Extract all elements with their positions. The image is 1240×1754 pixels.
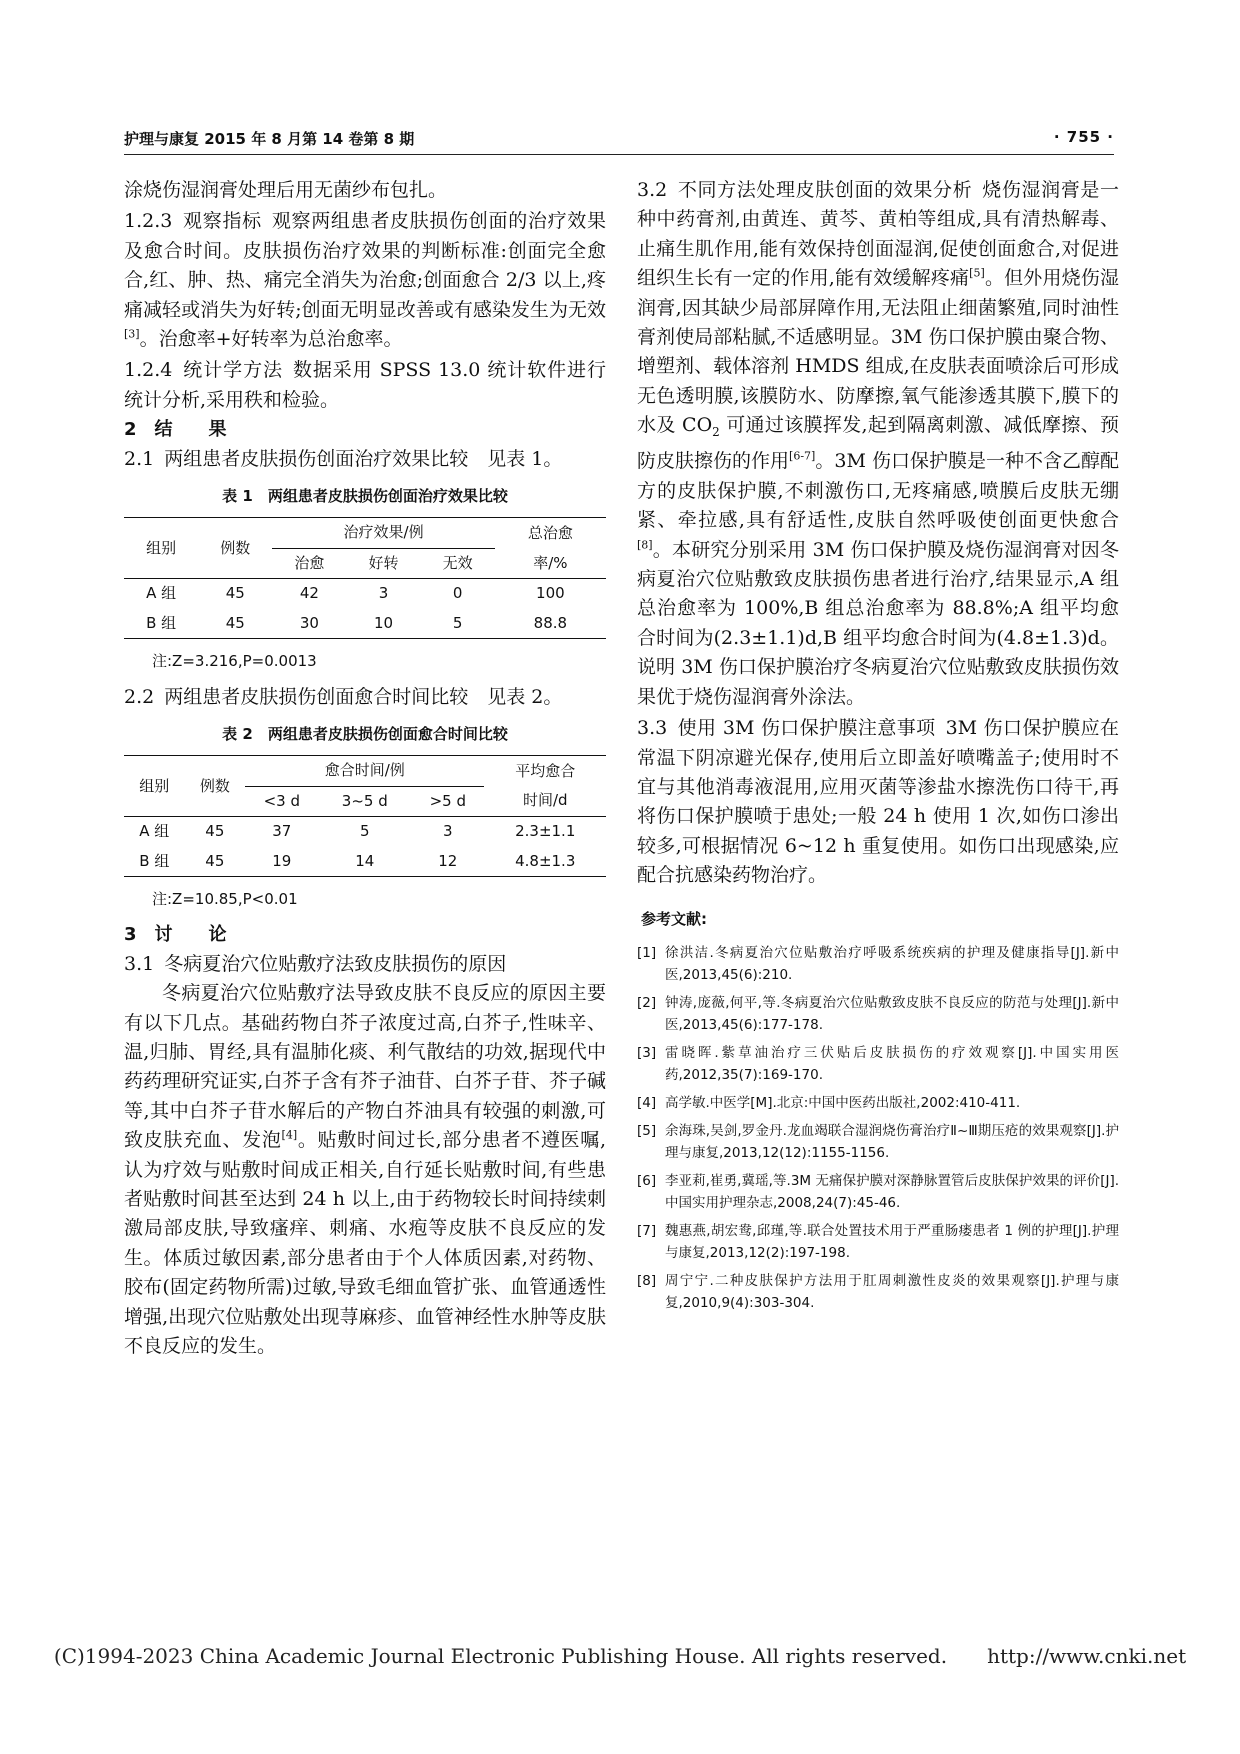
- reference-text: 雷晓晖.紫草油治疗三伏贴后皮肤损伤的疗效观察[J].中国实用医药,2012,35(7):169-170.: [665, 1044, 1119, 1083]
- section-text: 观察两组患者皮肤损伤创面的治疗效果及愈合时间。皮肤损伤治疗效果的判断标准:创面完全愈合,红、肿、热、痛完全消失为治愈;创面愈合 2/3 以上,疼痛减轻或消失为好转;创面无明显改善或有感染发生为无效: [124, 210, 606, 321]
- cell-cases: 45: [225, 613, 245, 632]
- citation: [3]: [124, 327, 140, 341]
- reference-item: [637, 1092, 1119, 1114]
- reference-item: [637, 992, 1119, 1036]
- section-3-2: [637, 176, 1119, 712]
- reference-text: 周宁宁.二种皮肤保护方法用于肛周刺激性皮炎的效果观察[J].护理与康复,2010,9(4):303-304.: [665, 1272, 1119, 1311]
- section-1-2-3: [124, 207, 606, 354]
- section-title: 统计学方法: [182, 359, 283, 382]
- citation: [6-7]: [789, 450, 816, 464]
- reference-text: 李亚莉,崔勇,冀瑶,等.3M 无痛保护膜对深静脉置管后皮肤保护效果的评价[J].中国实用护理杂志,2008,24(7):45-46.: [665, 1172, 1119, 1211]
- reference-item: [637, 1270, 1119, 1314]
- subscript: 2: [712, 425, 720, 440]
- cell-cases: 45: [225, 584, 245, 603]
- cell-gt5: 3: [443, 822, 453, 841]
- cell-avg: 2.3±1.1: [515, 822, 576, 841]
- cell-invalid: 0: [452, 584, 463, 603]
- table-1: [124, 517, 606, 639]
- copyright-footer: (C)1994-2023 China Academic Journal Electronic Publishing House. All rights reserved. http://www.cnki.net: [53, 1644, 1187, 1668]
- reference-item: [637, 942, 1119, 986]
- col-header-avg-unit: 时间/d: [522, 791, 568, 810]
- col-header-avg: 平均愈合: [515, 761, 576, 780]
- table-row: [124, 579, 606, 609]
- reference-text: 徐洪洁.冬病夏治穴位贴敷治疗呼吸系统疾病的护理及健康指导[J].新中医,2013,45(6):210.: [665, 944, 1119, 983]
- citation: [4]: [281, 1128, 298, 1142]
- section-number: 1.2.3: [124, 210, 173, 233]
- col-header-invalid: 无效: [442, 553, 473, 572]
- col-header-cases: 例数: [198, 518, 272, 579]
- page-number: · 755 ·: [1053, 128, 1114, 146]
- col-header-cured: 治愈: [294, 553, 325, 572]
- section-number: 3.1: [124, 952, 155, 975]
- reference-list: [637, 942, 1119, 1314]
- section-text: 3M 伤口保护膜应在常温下阴凉避光保存,使用后立即盖好喷嘴盖子;使用时不宜与其他消毒液混用,应用灭菌等渗盐水擦洗伤口待干,再将伤口保护膜喷于患处;一般 24 h 使用 1 次,如伤口渗出较多,可根据情况 6~12 h 重复使用。如伤口出现感染,应配合抗感染药物治疗。: [637, 717, 1119, 887]
- cell-cured: 42: [299, 584, 319, 603]
- paragraph: 涂烧伤湿润膏处理后用无菌纱布包扎。: [124, 179, 448, 201]
- reference-text: 魏惠燕,胡宏鸯,邱瑾,等.联合处置技术用于严重肠瘘患者 1 例的护理[J].护理与康复,2013,12(2):197-198.: [665, 1222, 1119, 1261]
- cell-3to5: 14: [355, 851, 375, 870]
- section-title: 冬病夏治穴位贴敷疗法致皮肤损伤的原因: [164, 952, 507, 975]
- section-3-3: [637, 714, 1119, 890]
- reference-number: [8]: [637, 1272, 657, 1289]
- section-1-2-4: [124, 356, 606, 415]
- section-number: 2.1: [124, 447, 155, 470]
- section-text: 烧伤湿润膏是一种中药膏剂,由黄连、黄芩、黄柏等组成,具有清热解毒、止痛生肌作用,能有效保持创面湿润,促使创面愈合,对促进组织生长有一定的作用,能有效缓解疼痛: [637, 179, 1119, 290]
- col-header-improved: 好转: [368, 553, 399, 572]
- section-2-1: [124, 445, 606, 474]
- col-header-3to5: 3~5 d: [341, 791, 388, 810]
- cell-gt5: 12: [438, 851, 458, 870]
- cell-cured: 30: [299, 613, 319, 632]
- header-rule: [124, 154, 1114, 155]
- reference-number: [6]: [637, 1172, 657, 1189]
- citation: [8]: [637, 538, 653, 552]
- section-title: 不同方法处理皮肤创面的效果分析: [677, 179, 973, 201]
- right-column: [637, 176, 1119, 1320]
- reference-text: 余海珠,吴剑,罗金丹.龙血竭联合湿润烧伤膏治疗Ⅱ~Ⅲ期压疮的效果观察[J].护理与康复,2013,12(12):1155-1156.: [665, 1122, 1119, 1161]
- section-3-1-heading: [124, 950, 606, 979]
- section-title: 使用 3M 伤口保护膜注意事项: [677, 717, 936, 740]
- journal-info: 护理与康复 2015 年 8 月第 14 卷第 8 期: [124, 130, 415, 148]
- col-header-effect: 治疗效果/例: [272, 518, 494, 548]
- cell-lt3: 19: [272, 851, 292, 870]
- reference-number: [2]: [637, 994, 657, 1011]
- running-header: [124, 128, 1114, 158]
- section-number: 3.2: [637, 179, 668, 201]
- cell-improved: 10: [374, 613, 394, 632]
- col-header-gt5: >5 d: [429, 791, 466, 810]
- reference-item: [637, 1170, 1119, 1214]
- reference-number: [3]: [637, 1044, 657, 1061]
- cell-avg: 4.8±1.3: [515, 851, 576, 870]
- col-header-cases: 例数: [185, 756, 246, 817]
- col-header-lt3: <3 d: [263, 791, 300, 810]
- table-row: [124, 817, 606, 847]
- cell-group: A 组: [146, 584, 177, 603]
- heading-discussion: 3 讨 论: [124, 924, 227, 946]
- reference-item: [637, 1120, 1119, 1164]
- section-number: 3.3: [637, 717, 668, 740]
- table-2-caption: 表 2 两组患者皮肤损伤创面愈合时间比较: [222, 724, 508, 743]
- reference-number: [5]: [637, 1122, 657, 1139]
- heading-results: 2 结 果: [124, 419, 227, 441]
- section-number: 1.2.4: [124, 359, 173, 382]
- table-2-note: 注:Z=10.85,P<0.01: [152, 889, 298, 908]
- left-column: [124, 176, 606, 1361]
- section-text: 。但外用烧伤湿润膏,因其缺少局部屏障作用,无法阻止细菌繁殖,同时油性膏剂使局部粘腻,不适感明显。3M 伤口保护膜由聚合物、增塑剂、载体溶剂 HMDS 组成,在皮肤表面喷涂后可形成无色透明膜,该膜防水、防摩擦,氧气能渗透其膜下,膜下的水及 CO: [637, 267, 1119, 437]
- reference-text: 高学敏.中医学[M].北京:中国中医药出版社,2002:410-411.: [665, 1094, 1021, 1111]
- section-text: 冬病夏治穴位贴敷疗法导致皮肤不良反应的原因主要有以下几点。基础药物白芥子浓度过高,白芥子,性味辛、温,归肺、胃经,具有温肺化痰、利气散结的功效,据现代中药药理研究证实,白芥子含有芥子油苷、白芥子苷、芥子碱等,其中白芥子苷水解后的产物白芥油具有较强的刺激,可致皮肤充血、发泡: [124, 982, 606, 1152]
- cell-cases: 45: [205, 851, 225, 870]
- section-3-1-body: [124, 979, 606, 1361]
- cell-rate: 100: [536, 584, 565, 603]
- table-row: [124, 847, 606, 877]
- cell-group: B 组: [139, 851, 170, 870]
- col-header-rate: 率/%: [533, 553, 568, 572]
- col-header-group: 组别: [124, 756, 185, 817]
- cell-group: A 组: [139, 822, 170, 841]
- cell-3to5: 5: [360, 822, 370, 841]
- section-text: 。本研究分别采用 3M 伤口保护膜及烧伤湿润膏对因冬病夏治穴位贴敷致皮肤损伤患者进行治疗,结果显示,A 组总治愈率为 100%,B 组总治愈率为 88.8%;A 组平均愈合时间为(2.3±1.1)d,B 组平均愈合时间为(4.8±1.3)d。说明 3M 伤口保护膜治疗冬病夏治穴位贴敷致皮肤损伤效果优于烧伤湿润膏外涂法。: [637, 538, 1119, 708]
- reference-number: [4]: [637, 1094, 657, 1111]
- cell-rate: 88.8: [533, 613, 568, 632]
- cell-cases: 45: [205, 822, 225, 841]
- section-title: 观察指标: [182, 210, 262, 233]
- table-1-caption: 表 1 两组患者皮肤损伤创面治疗效果比较: [222, 487, 508, 506]
- col-header-total: 总治愈: [527, 523, 573, 542]
- table-1-note: 注:Z=3.216,P=0.0013: [152, 652, 317, 671]
- section-text: 。治愈率+好转率为总治愈率。: [139, 328, 403, 351]
- table-row: [124, 609, 606, 639]
- col-header-group: 组别: [124, 518, 198, 579]
- reference-number: [7]: [637, 1222, 657, 1239]
- cell-invalid: 5: [452, 613, 463, 632]
- section-text: 。贴敷时间过长,部分患者不遵医嘱,认为疗效与贴敷时间成正相关,自行延长贴敷时间,有些患者贴敷时间甚至达到 24 h 以上,由于药物较长时间持续刺激局部皮肤,导致瘙痒、刺痛、水疱等皮肤不良反应的发生。体质过敏因素,部分患者由于个人体质因素,对药物、胶布(固定药物所需)过敏,导致毛细血管扩张、血管通透性增强,出现穴位贴敷处出现荨麻疹、血管神经性水肿等皮肤不良反应的发生。: [124, 1129, 606, 1358]
- section-2-2: [124, 683, 606, 712]
- references-heading: 参考文献:: [641, 909, 707, 928]
- section-number: 2.2: [124, 685, 155, 708]
- reference-item: [637, 1220, 1119, 1264]
- section-text: 。3M 伤口保护膜是一种不含乙醇配方的皮肤保护膜,不刺激伤口,无疼痛感,喷膜后皮肤无绷紧、牵拉感,具有舒适性,皮肤自然呼吸使创面更快愈合: [637, 450, 1119, 532]
- section-text: 两组患者皮肤损伤创面治疗效果比较 见表 1。: [164, 447, 563, 470]
- cell-lt3: 37: [272, 822, 292, 841]
- section-text: 两组患者皮肤损伤创面愈合时间比较 见表 2。: [164, 685, 563, 708]
- reference-text: 钟涛,庞薇,何平,等.冬病夏治穴位贴敷致皮肤不良反应的防范与处理[J].新中医,2013,45(6):177-178.: [665, 994, 1119, 1033]
- reference-number: [1]: [637, 944, 657, 961]
- cell-group: B 组: [146, 613, 177, 632]
- cell-improved: 3: [378, 584, 389, 603]
- section-text: 数据采用 SPSS 13.0 统计软件进行统计分析,采用秩和检验。: [124, 359, 606, 411]
- col-header-heal: 愈合时间/例: [245, 756, 484, 786]
- citation: [5]: [969, 266, 985, 280]
- section-text: 可通过该膜挥发,起到隔离刺激、减低摩擦、预防皮肤擦伤的作用: [637, 414, 1119, 473]
- reference-item: [637, 1042, 1119, 1086]
- table-2: [124, 755, 606, 877]
